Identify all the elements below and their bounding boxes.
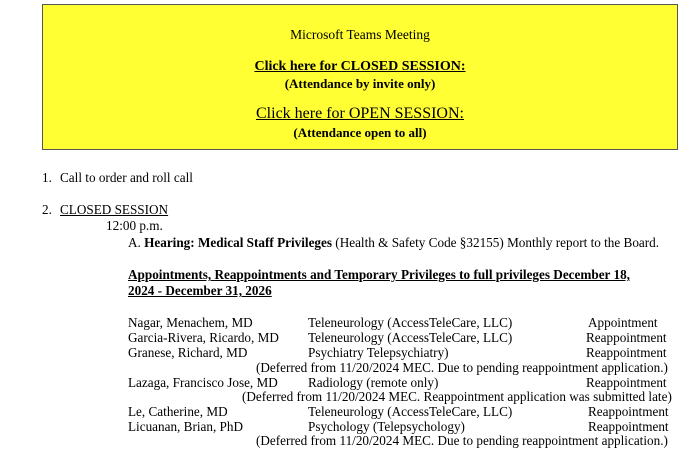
staff-specialty: Psychiatry Telepsychiatry) [308,345,449,360]
hearing-line [128,236,659,249]
teams-meeting-banner [42,4,678,150]
item-2-label: CLOSED SESSION [60,202,169,217]
staff-name: Licuanan, Brian, PhD [128,419,243,434]
appointments-heading-line-1: Appointments, Reappointments and Temporary Privileges to full privileges December 18, [128,267,630,282]
staff-name: Le, Catherine, MD [128,404,228,419]
item-1-number: 1. [42,170,52,185]
open-session-note: (Attendance open to all) [293,125,427,140]
staff-specialty: Teleneurology (AccessTeleCare, LLC) [308,404,513,419]
staff-name: Lazaga, Francisco Jose, MD [128,375,278,390]
item-2-number: 2. [42,202,52,217]
deferral-note: (Deferred from 11/20/2024 MEC. Due to pending reappointment application.) [256,360,668,375]
hearing-detail: (Health & Safety Code §32155) Monthly report to the Board. [335,235,660,250]
session-time: 12:00 p.m. [106,218,163,233]
hearing-title: Hearing: Medical Staff Privileges [144,235,332,250]
staff-status: Reappointment [588,404,669,419]
hearing-letter: A. [128,235,141,250]
staff-specialty: Radiology (remote only) [308,375,439,390]
deferral-note: (Deferred from 11/20/2024 MEC. Reappointment application was submitted late) [242,389,672,404]
closed-session-link[interactable]: Click here for CLOSED SESSION: [254,59,466,74]
banner-title: Microsoft Teams Meeting [290,27,430,42]
staff-specialty: Teleneurology (AccessTeleCare, LLC) [308,330,513,345]
deferral-note: (Deferred from 11/20/2024 MEC. Due to pending reappointment application.) [256,433,668,448]
open-session-link[interactable]: Click here for OPEN SESSION: [256,105,464,122]
staff-status: Reappointment [586,375,667,390]
appointments-heading-line-2: 2024 - December 31, 2026 [128,283,272,298]
staff-status: Reappointment [586,345,667,360]
staff-name: Granese, Richard, MD [128,345,248,360]
staff-specialty: Teleneurology (AccessTeleCare, LLC) [308,315,513,330]
staff-name: Garcia-Rivera, Ricardo, MD [128,330,279,345]
closed-session-note: (Attendance by invite only) [284,76,436,91]
staff-specialty: Psychology (Telepsychology) [308,419,465,434]
item-1-label: Call to order and roll call [60,170,193,185]
staff-name: Nagar, Menachem, MD [128,315,253,330]
staff-status: Reappointment [588,419,669,434]
staff-status: Reappointment [586,330,667,345]
staff-status: Appointment [588,315,658,330]
